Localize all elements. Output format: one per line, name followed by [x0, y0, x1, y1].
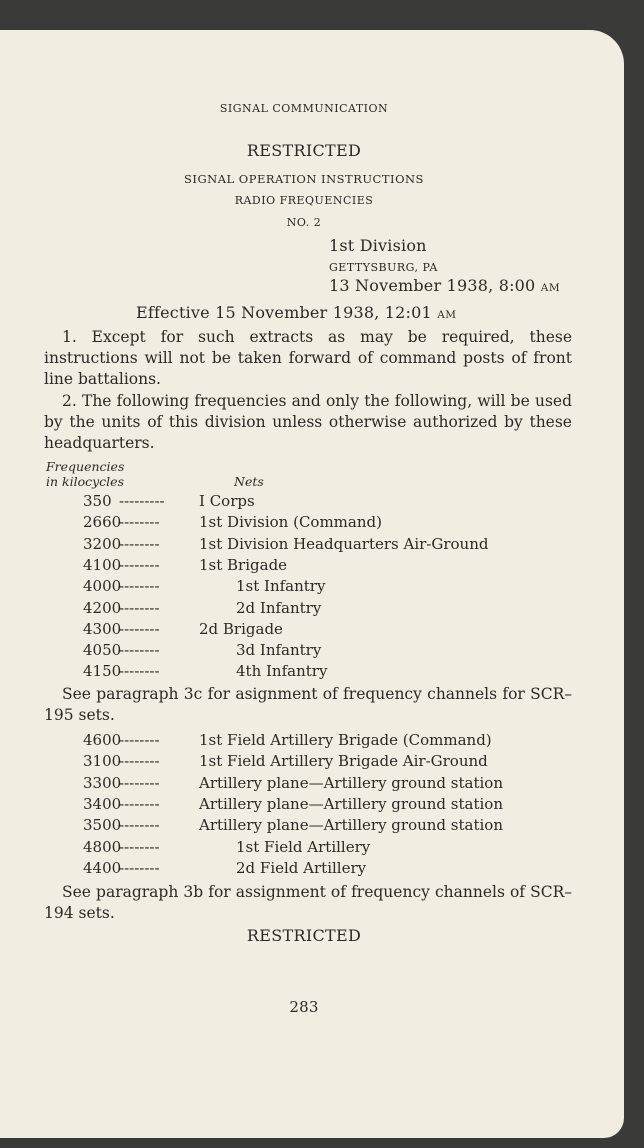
- table-row: [83, 513, 382, 531]
- issue-date: [329, 276, 560, 295]
- location: GETTYSBURG, PA: [329, 261, 438, 274]
- restricted-bottom: RESTRICTED: [246, 926, 362, 945]
- frequency-value: 2660: [83, 513, 122, 532]
- unit-name: 1st Division: [329, 236, 427, 255]
- leader-dashes: --------: [119, 619, 160, 638]
- frequency-value: 4200: [83, 598, 122, 617]
- net-name: 1st Field Artillery Brigade Air-Ground: [199, 752, 488, 771]
- table-row: [83, 535, 488, 553]
- table-row: [83, 774, 503, 792]
- col-header-nets: Nets: [234, 474, 264, 489]
- leader-dashes: --------: [119, 794, 160, 813]
- frequency-value: 3500: [83, 816, 122, 835]
- table-row: [83, 620, 283, 638]
- leader-dashes: --------: [119, 731, 160, 749]
- frequency-value: 3400: [83, 794, 122, 813]
- leader-dashes: --------: [119, 513, 160, 532]
- leader-dashes: --------: [119, 662, 160, 681]
- note-1: [44, 684, 572, 726]
- leader-dashes: --------: [119, 858, 160, 877]
- paragraph-1-text: 1. Except for such extracts as may be required, these instructions will not be taken forward of command posts of front line battalions.: [44, 328, 572, 388]
- frequency-value: 3100: [83, 752, 122, 771]
- effective-date-ampm: AM: [437, 309, 457, 321]
- frequency-value: 4100: [83, 555, 122, 574]
- net-name: 2d Infantry: [236, 598, 322, 617]
- net-name: 1st Brigade: [199, 555, 288, 574]
- page-edge-shadow: [624, 30, 644, 1130]
- table-row: [83, 577, 325, 595]
- table-row: [83, 731, 492, 749]
- title-line-1: SIGNAL OPERATION INSTRUCTIONS: [184, 172, 424, 186]
- page-number: 283: [289, 998, 319, 1016]
- col-header-kilocycles: in kilocycles: [46, 474, 124, 489]
- net-name: I Corps: [199, 492, 255, 510]
- table-row: [83, 752, 488, 770]
- net-name: 4th Infantry: [236, 662, 328, 681]
- net-name: 1st Division (Command): [199, 513, 382, 532]
- table-row: [83, 662, 327, 680]
- table-row: [83, 795, 503, 813]
- leader-dashes: --------: [119, 598, 160, 617]
- effective-date: [136, 303, 457, 322]
- note-1-text: See paragraph 3c for asignment of frequency channels for SCR–195 sets.: [44, 685, 572, 724]
- paragraph-1: [44, 327, 572, 390]
- effective-date-text: Effective 15 November 1938, 12:01: [136, 303, 432, 322]
- net-name: 3d Infantry: [236, 641, 322, 660]
- table-row: [83, 838, 370, 856]
- paragraph-2: [44, 391, 572, 454]
- net-name: 2d Brigade: [199, 619, 283, 638]
- net-name: 1st Division Headquarters Air-Ground: [199, 534, 489, 553]
- note-2: [44, 882, 572, 924]
- frequency-value: 4000: [83, 577, 122, 596]
- frequency-value: 4050: [83, 641, 122, 660]
- table-row: [83, 492, 255, 510]
- leader-dashes: --------: [119, 641, 160, 660]
- issue-date-text: 13 November 1938, 8:00: [329, 276, 536, 295]
- leader-dashes: --------: [119, 816, 160, 835]
- leader-dashes: --------: [119, 837, 160, 856]
- leader-dashes: --------: [119, 773, 160, 792]
- table-row: [83, 556, 287, 574]
- table-row: [83, 599, 321, 617]
- title-line-2: RADIO FREQUENCIES: [234, 194, 374, 207]
- note-2-text: See paragraph 3b for assignment of frequency channels of SCR–194 sets.: [44, 883, 572, 922]
- frequency-value: 4800: [83, 837, 122, 856]
- leader-dashes: ---------: [119, 492, 165, 510]
- order-number: NO. 2: [286, 216, 322, 229]
- frequency-value: 3200: [83, 534, 122, 553]
- paragraph-2-text: 2. The following frequencies and only the following, will be used by the units of this division unless otherwise authorized by these headquarters.: [44, 392, 572, 452]
- leader-dashes: --------: [119, 555, 160, 574]
- frequency-value: 4300: [83, 619, 122, 638]
- net-name: 1st Infantry: [236, 577, 326, 596]
- net-name: Artillery plane—Artillery ground station: [199, 794, 503, 813]
- leader-dashes: --------: [119, 752, 160, 771]
- frequency-value: 4600: [83, 731, 122, 749]
- net-name: Artillery plane—Artillery ground station: [199, 773, 503, 792]
- leader-dashes: --------: [119, 534, 160, 553]
- frequency-value: 3300: [83, 773, 122, 792]
- table-row: [83, 641, 321, 659]
- net-name: Artillery plane—Artillery ground station: [199, 816, 503, 835]
- issue-date-ampm: AM: [540, 282, 561, 294]
- frequency-value: 4400: [83, 858, 122, 877]
- frequency-value: 4150: [83, 662, 122, 681]
- section-header: SIGNAL COMMUNICATION: [219, 102, 389, 115]
- restricted-top: RESTRICTED: [246, 141, 362, 160]
- table-row: [83, 859, 366, 877]
- table-row: [83, 816, 503, 834]
- document-page: [0, 30, 624, 1138]
- leader-dashes: --------: [119, 577, 160, 596]
- net-name: 1st Field Artillery: [236, 837, 371, 856]
- net-name: 1st Field Artillery Brigade (Command): [199, 731, 492, 749]
- frequency-value: 350: [83, 492, 112, 510]
- col-header-frequencies: Frequencies: [46, 459, 125, 474]
- net-name: 2d Field Artillery: [236, 858, 367, 877]
